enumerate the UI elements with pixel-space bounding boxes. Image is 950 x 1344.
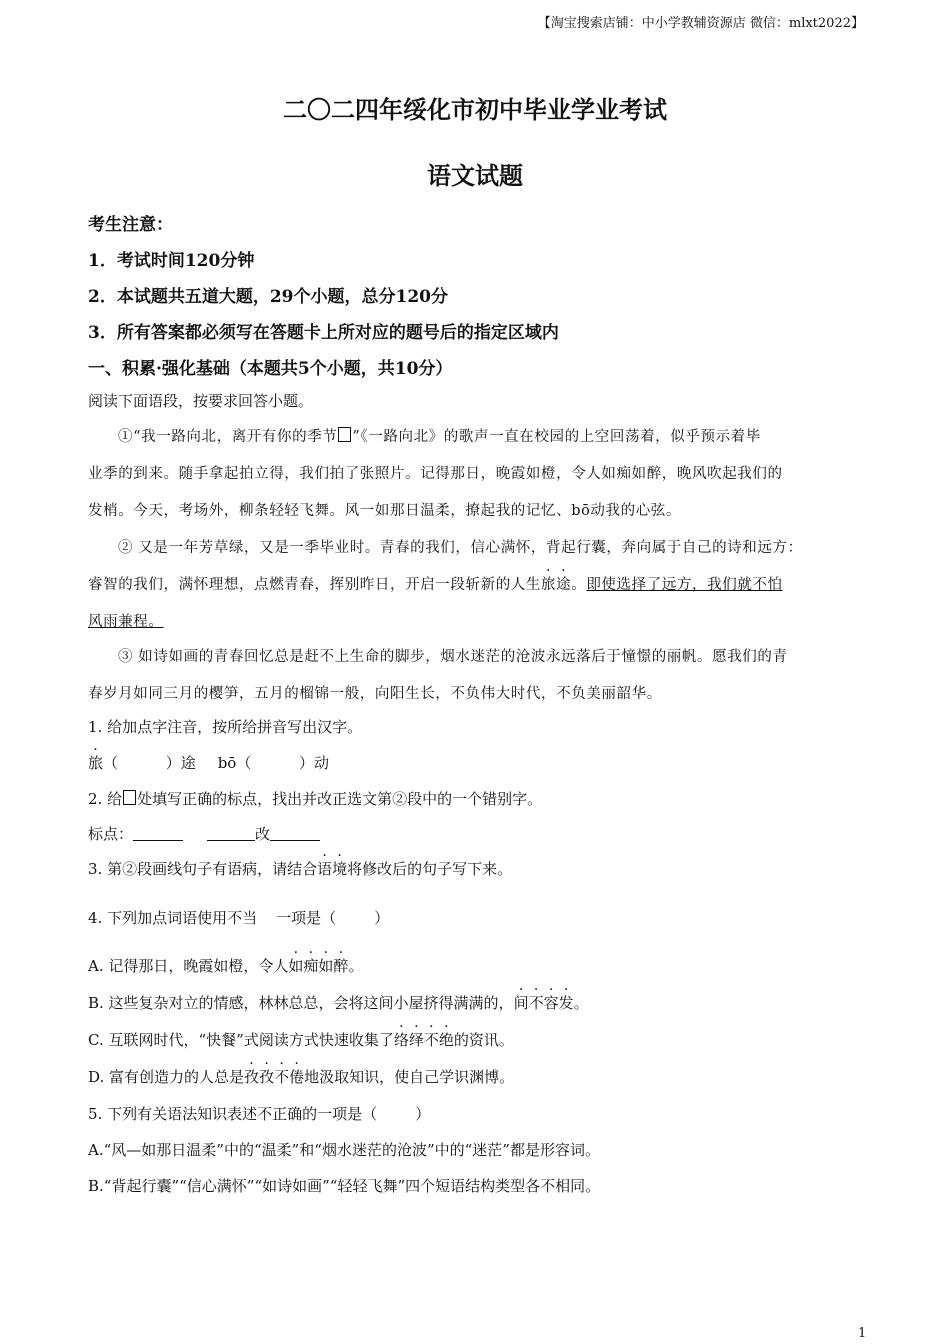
question-5-stem: 5. 下列有关语法知识表述不正确的一项是（ ）: [88, 1105, 431, 1123]
question-4-option: [88, 955, 363, 976]
passage-line: 业季的到来。随手拿起拍立得，我们拍了张照片。记得那日，晚霞如橙，令人如痴如醉，晚风吹起我们的: [88, 466, 783, 482]
option-text: A. 记得那日，晚霞如橙，令人: [88, 957, 289, 975]
question-4-stem: 4. 下列加点词语使用不当 一项是（ ）: [88, 909, 390, 927]
question-4-option: [88, 1066, 514, 1087]
answer-paren: （ ）途: [103, 754, 196, 772]
section-heading: 一、积累·强化基础（本题共5个小题，共10分）: [88, 359, 453, 379]
option-text: D. 富有创造力的人总是: [88, 1068, 245, 1086]
dotted-char: 语: [317, 860, 333, 878]
change-label: 改: [255, 825, 271, 843]
dotted-char: 如: [288, 957, 304, 975]
passage-line: 发梢。今天，考场外，柳条轻轻飞舞。风一如那日温柔，撩起我的记忆、bō动我的心弦。: [88, 503, 682, 519]
page-number: 1: [858, 1326, 867, 1341]
passage-line: [118, 425, 761, 446]
passage-line: 春岁月如同三月的樱笋，五月的榴锦一般，向阳生长，不负伟大时代，不负美丽韶华。: [88, 686, 662, 702]
dotted-char: 醉: [333, 957, 349, 975]
notice-item: 1．考试时间120分钟: [88, 251, 255, 271]
dotted-char: 如: [318, 957, 334, 975]
passage-text: ”《一路向北》的歌声一直在校园的上空回荡着，似乎预示着毕: [352, 429, 761, 445]
option-text: 。: [573, 994, 589, 1012]
option-text: 地汲取知识，使自己学识渊博。: [304, 1068, 515, 1086]
question-4-option: [88, 1029, 514, 1050]
section-intro: 阅读下面语段，按要求回答小题。: [88, 392, 314, 410]
dotted-char: 间: [513, 994, 529, 1012]
dotted-char: 孜: [259, 1068, 275, 1086]
q2-text: 处填写正确的标点，找出并改正选文第②段中的一个错别字。: [137, 790, 543, 808]
notice-heading: 考生注意：: [88, 215, 173, 235]
dotted-char: 发: [558, 994, 574, 1012]
answer-blank[interactable]: [207, 826, 255, 841]
option-text: B. 这些复杂对立的情感，林林总总，会将这间小屋挤得满满的，: [88, 994, 514, 1012]
blank-box: [123, 790, 136, 805]
page-header: 【淘宝搜索店铺：中小学教辅资源店 微信：mlxt2022】: [537, 16, 864, 31]
punctuation-label: 标点：: [88, 825, 134, 843]
pinyin-answer: bō（ ）动: [217, 754, 330, 772]
dotted-char: 境: [332, 860, 348, 878]
option-text: 。: [348, 957, 364, 975]
dotted-char: 不: [423, 1031, 439, 1049]
dotted-char: 孜: [244, 1068, 260, 1086]
dotted-char: 倦: [289, 1068, 305, 1086]
q3-text: 将修改后的句子写下来。: [347, 860, 513, 878]
question-1-answer-line: [88, 752, 329, 773]
option-text: C. 互联网时代，“快餐”式阅读方式快速收集了: [88, 1031, 394, 1049]
dotted-char: 容: [543, 994, 559, 1012]
passage-text: 。: [571, 577, 587, 593]
underlined-sentence: 风雨兼程。: [88, 614, 164, 630]
q2-text: 2. 给: [88, 790, 123, 808]
passage-line: [88, 573, 783, 594]
dotted-char: 不: [274, 1068, 290, 1086]
q3-text: 3. 第②段画线句子有语病，请结合: [88, 860, 318, 878]
notice-item: 3．所有答案都必须写在答题卡上所对应的题号后的指定区域内: [88, 323, 559, 343]
dotted-char: 旅: [541, 577, 557, 593]
passage-line: ③ 如诗如画的青春回忆总是赶不上生命的脚步，烟水迷茫的沧波永远落后于憧憬的丽帆。愿我们的青: [118, 649, 788, 665]
dotted-char: 不: [528, 994, 544, 1012]
underlined-sentence: 即使选择了远方，我们就不怕: [586, 577, 783, 593]
exam-title: 二〇二四年绥化市初中毕业学业考试: [283, 95, 667, 124]
question-4-option: [88, 992, 589, 1013]
question-1-stem: 1. 给加点字注音，按所给拼音写出汉字。: [88, 718, 363, 736]
passage-text: ①“我一路向北，离开有你的季节: [118, 429, 338, 445]
blank-box: [338, 427, 351, 442]
passage-line: ② 又是一年芳草绿，又是一季毕业时。青春的我们，信心满怀，背起行囊，奔向属于自己的诗和远方：: [118, 540, 803, 556]
exam-subtitle: 语文试题: [427, 161, 523, 190]
dotted-char: 痴: [303, 957, 319, 975]
dotted-char: 绎: [408, 1031, 424, 1049]
question-5-option: B.“背起行囊”“信心满怀”“如诗如画”“轻轻飞舞”四个短语结构类型各不相同。: [88, 1177, 601, 1195]
dotted-char: 旅: [88, 754, 104, 772]
answer-blank[interactable]: [133, 826, 183, 841]
dotted-char: 绝: [438, 1031, 454, 1049]
question-3-stem: [88, 858, 512, 879]
option-text: 的资讯。: [453, 1031, 514, 1049]
question-5-option: A.“风—如那日温柔”中的“温柔”和“烟水迷茫的沧波”中的“迷茫”都是形容词。: [88, 1141, 600, 1159]
notice-item: 2．本试题共五道大题，29个小题，总分120分: [88, 287, 448, 307]
question-2-stem: [88, 788, 542, 809]
answer-blank[interactable]: [270, 826, 320, 841]
dotted-char: 络: [393, 1031, 409, 1049]
passage-text: 睿智的我们，满怀理想，点燃青春，挥别昨日，开启一段斩新的人生: [88, 577, 541, 593]
dotted-char: 途: [556, 577, 572, 593]
question-2-answer-line: [88, 823, 320, 844]
